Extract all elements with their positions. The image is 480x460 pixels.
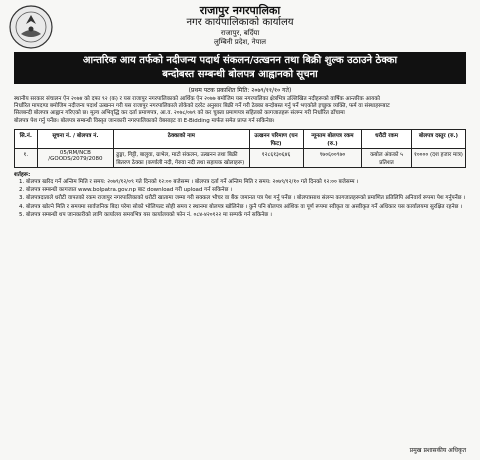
list-item: 5. बोलपत्र सम्बन्धी थप जानकारीको लागि कार्यालय समयभित्र यस कार्यालयको फोन नं. ०८४-४२०१२२ मा सम्पर्क गर्न सकिनेछ । <box>26 212 466 219</box>
office-header <box>14 4 466 47</box>
municipality-name: राजापुर नगरपालिका <box>199 4 281 17</box>
list-item: 3. बोलपत्रदाताले धरौटी वापतको रकम राजापुर नगरपालिकाको धरौटी खातामा जम्मा गरी सक्कल भौचर वा बैंक जमानत पत्र पेश गर्नु पर्नेछ । बोलपत्रसाथ संलग्न कागजातहरूको प्रमाणित प्रतिलिपि अनिवार्य रूपमा पेश गर्नुपर्नेछ । <box>26 195 466 202</box>
intro-line: निर्धारित मापदण्ड बमोजिम नदीजन्य पदार्थ उत्खनन गरी यस राजापुर नगरपालिकाले तोकेको दररेट अनुसार बिक्री गर्ने गरी ठेक्का बन्दोबस्त गर्नु पर्ने भएकोले इच्छुक व्यक्ति, फर्म वा संस्थाहरूबाट <box>14 103 390 110</box>
publication-date: (प्रथम पटक प्रकाशित मिति: २०७९/११/१० गते) <box>188 87 292 94</box>
notice-title-banner <box>14 52 466 84</box>
office-name: नगर कार्यपालिकाको कार्यालय <box>186 17 294 28</box>
intro-line: बोलपत्र पेश गर्नु पर्नेछ। बोलपत्र सम्बन्धी विस्तृत जानकारी नगरपालिकाको वेबसाइट वा E-Bidding मार्फत समेत प्राप्त गर्न सकिनेछ। <box>14 117 275 124</box>
col-notice-no: सूचना नं. / बोलपत्र नं. <box>37 129 114 148</box>
col-min-amount: न्यूनतम बोलपत्र रकम (रु.) <box>303 129 362 148</box>
table-row <box>15 148 466 167</box>
office-address: राजापुर, बर्दिया <box>220 29 260 37</box>
col-contract-name: ठेक्काको नाम <box>114 129 249 148</box>
list-item: 2. बोलपत्र सम्बन्धी कागजात www.bolpatra.gov.np बाट download गरी upload गर्न सकिनेछ । <box>26 187 466 194</box>
cell-deposit: कबोल अंकको ५ प्रतिशत <box>362 148 412 167</box>
cell-notice-no: 05/RM/NCB /GOODS/2079/2080 <box>37 148 114 167</box>
intro-line: स्थानीय सरकार संचालन ऐन २०७४ को दफा ९२ (क) र यस राजापुर नगरपालिकाको आर्थिक ऐन २०७७ बमोजिम यस नगरपालिका क्षेत्रभित्र उल्लिखित नदीहरूको वार्षिक आन्तरिक आयको <box>14 96 380 102</box>
intro-paragraph <box>14 96 466 125</box>
list-item: 4. बोलपत्र खोल्ने मिति र समयमा सार्वजनिक बिदा परेमा सोको भोलिपल्ट सोही समय र स्थानमा बोलपत्र खोलिनेछ । कुनै पनि बोलपत्र आंशिक वा पूर्ण रूपमा स्वीकृत वा अस्वीकृत गर्ने अधिकार यस कार्यालयमा सुरक्षित रहनेछ । <box>26 204 466 211</box>
terms-section <box>14 172 466 219</box>
nepal-emblem-icon <box>8 4 54 50</box>
notice-title-line1: आन्तरिक आय तर्फको नदीजन्य पदार्थ संकलन/उत्खनन तथा बिक्री शुल्क उठाउने ठेक्का <box>82 55 398 66</box>
terms-label: शर्तहरू: <box>14 171 31 178</box>
col-quantity: उत्खनन परिमाण (घन फिट) <box>249 129 303 148</box>
col-sn: सि.नं. <box>15 129 38 148</box>
table-header-row <box>15 129 466 148</box>
list-item: 1. बोलपत्र खरिद गर्ने अन्तिम मिति र समय: २०७९/१२/०९ गते दिनको १२:०० बजेसम्म । बोलपत्र दर्ता गर्ने अन्तिम मिति र समय: २०७९/१२/१० गते दिनको १२:०० बजेसम्म । <box>26 179 466 186</box>
notice-title-line2: बन्दोबस्त सम्बन्धी बोलपत्र आह्वानको सूचना <box>162 69 318 80</box>
col-deposit: धरौटी रकम <box>362 129 412 148</box>
cell-contract-name: ढुङ्गा, गिट्टी, बालुवा, ग्राभेल, माटो संकलन, उत्खनन तथा बिक्री बितरण ठेक्का (कर्णाली नदी, गेरुवा नदी तथा सहायक खोलाहरू) <box>114 148 249 167</box>
terms-list <box>14 179 466 219</box>
cell-quantity: १२८६१३०६४६ <box>249 148 303 167</box>
signature-title: प्रमुख प्रशासकीय अधिकृत <box>409 447 466 454</box>
cell-sn: १. <box>15 148 38 167</box>
cell-fee: १०००० (दश हजार मात्र) <box>411 148 465 167</box>
cell-min-amount: ९७०६००९७० <box>303 148 362 167</box>
office-province: लुम्बिनी प्रदेश, नेपाल <box>213 38 267 46</box>
col-fee: बोलपत्र दस्तुर (रु.) <box>411 129 465 148</box>
tender-table <box>14 129 466 168</box>
intro-line: सिलबन्दी बोलपत्र आह्वान गरिएको छ। मूल्य अभिवृद्धि कर दर्ता प्रमाणपत्र, आ.व. २०७८/०७९ को कर चुक्ता प्रमाणपत्र सहितको कागजातहरू संलग्न गरी निर्धारित ढाँचामा <box>14 110 345 117</box>
